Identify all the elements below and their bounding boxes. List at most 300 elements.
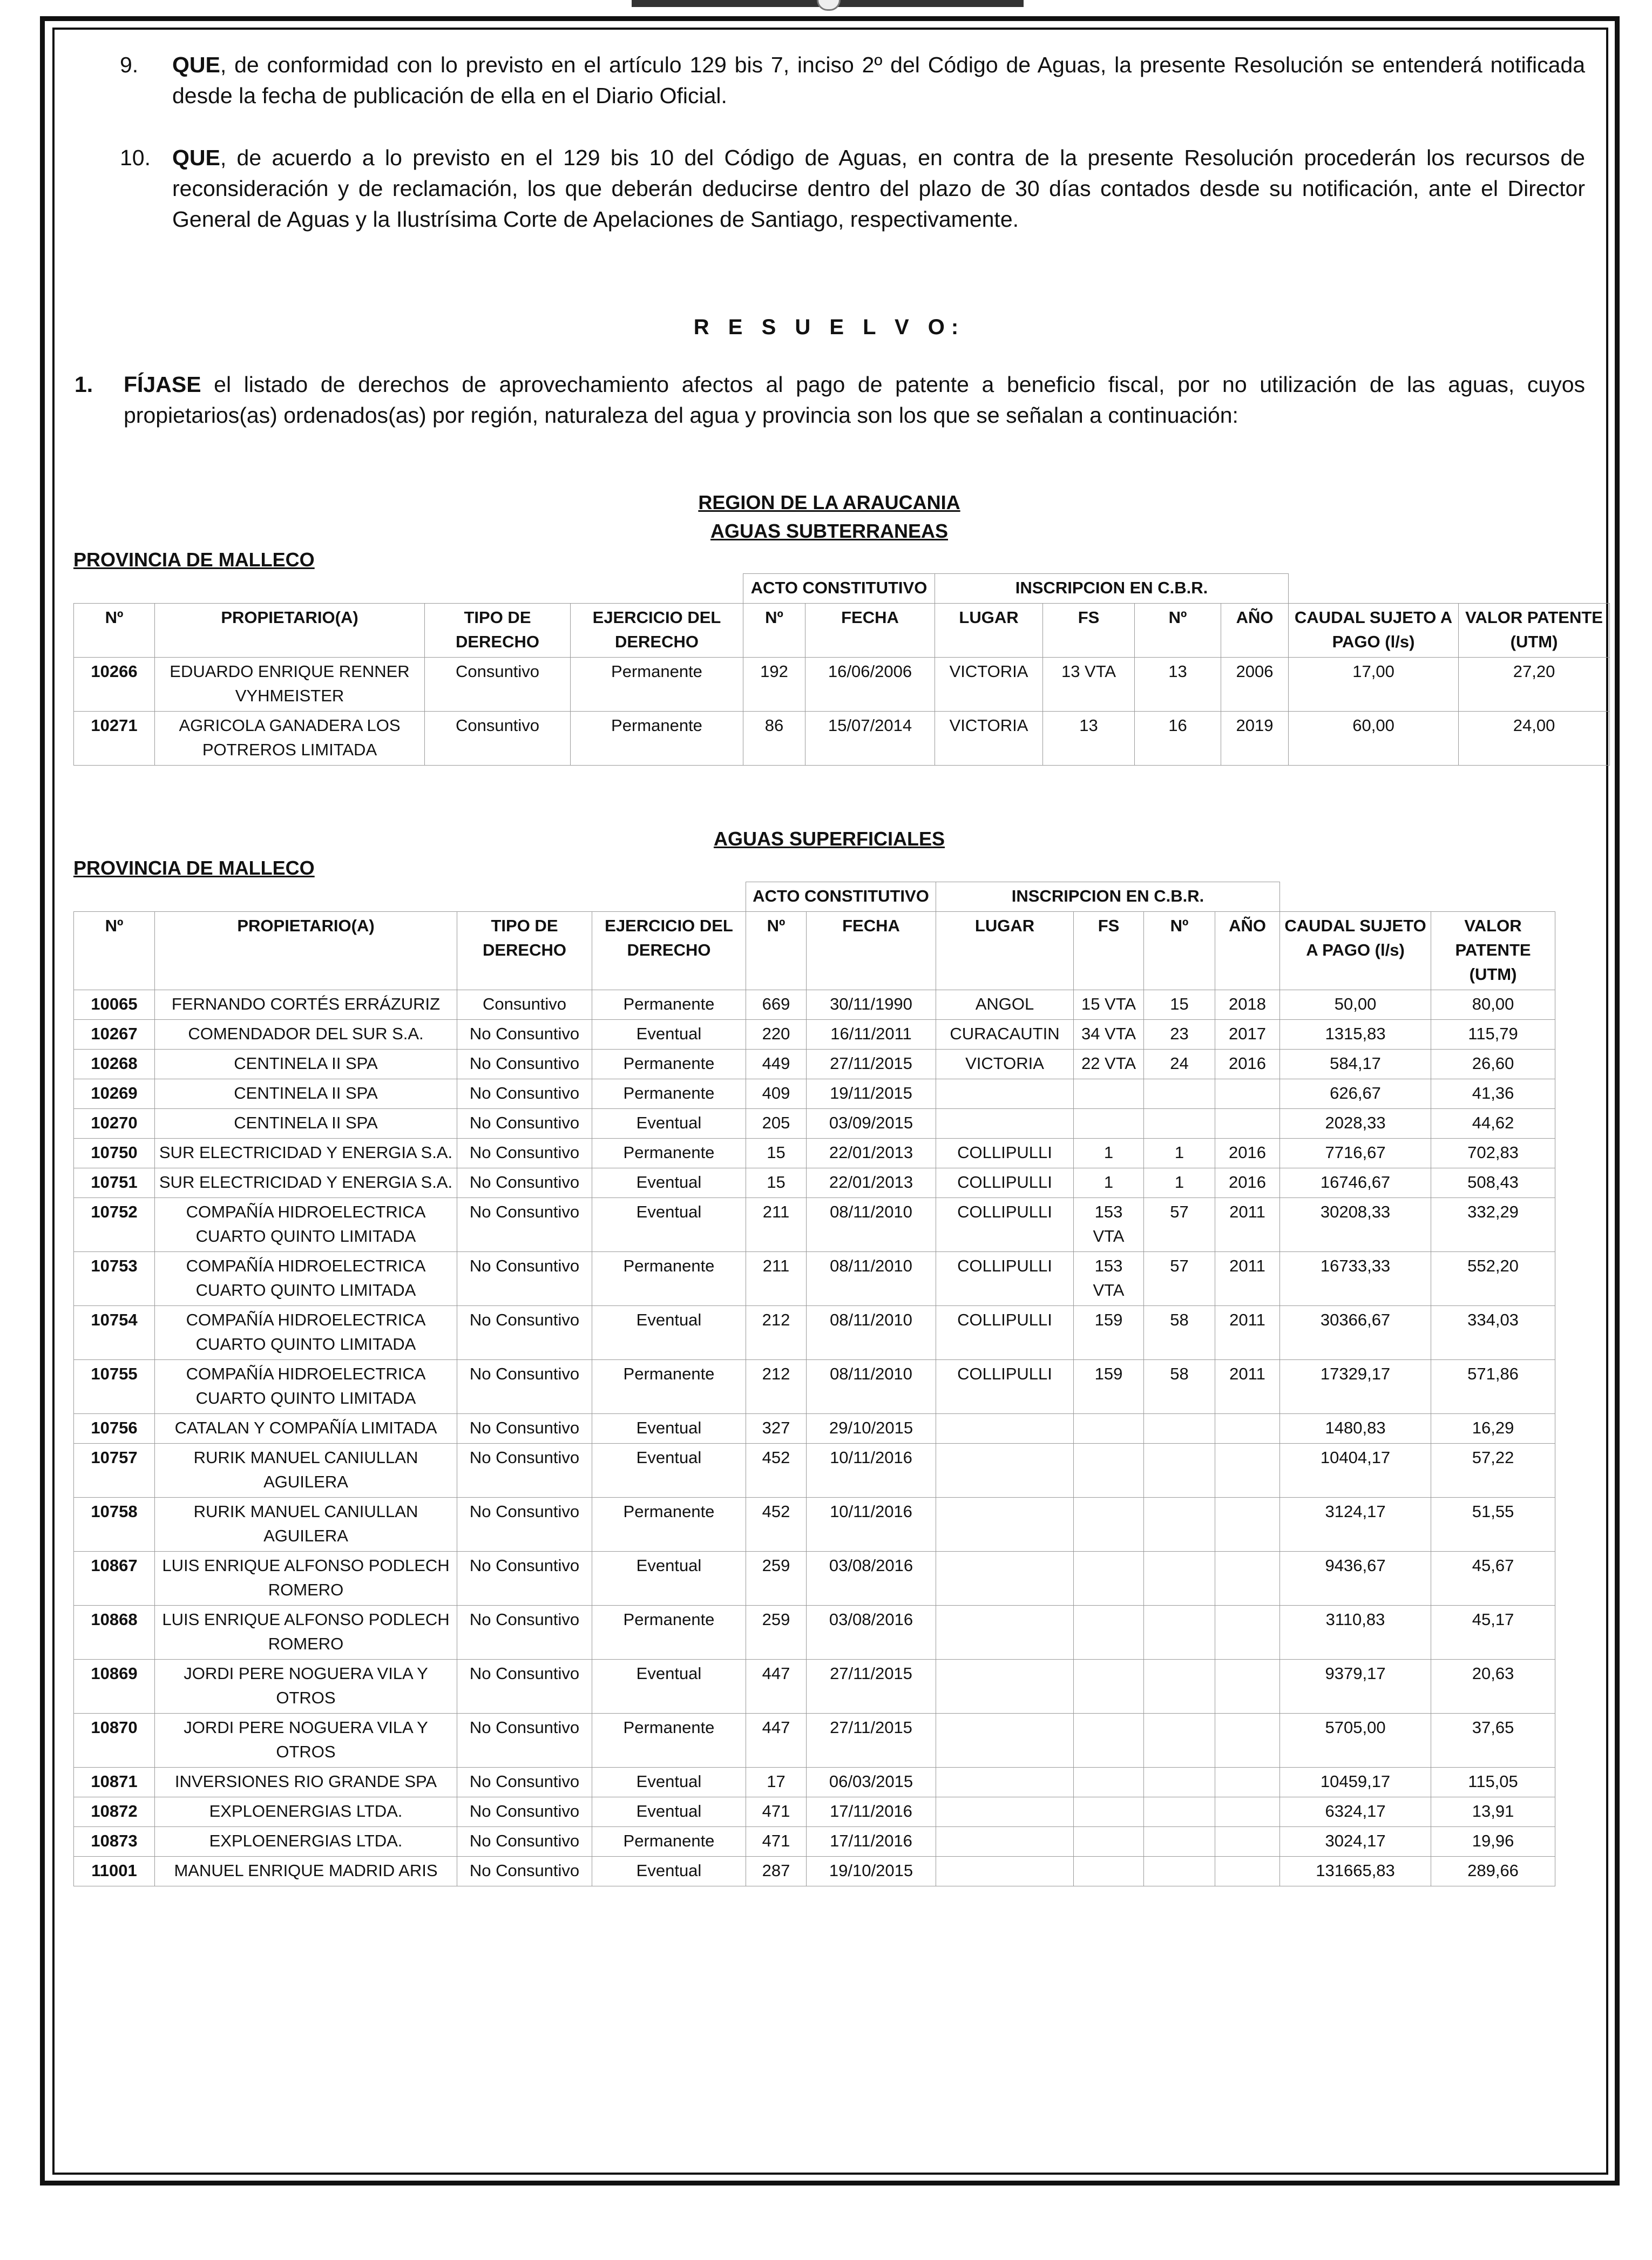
cell-num: 11001 (74, 1857, 155, 1886)
cell-fs: 159 (1074, 1360, 1144, 1414)
paragraph-9 (121, 50, 1585, 111)
cell-ejercicio: Permanente (592, 1139, 746, 1168)
cell-propietario: SUR ELECTRICIDAD Y ENERGIA S.A. (155, 1139, 457, 1168)
cell-anio (1215, 1444, 1280, 1498)
cell-valor: 508,43 (1431, 1168, 1555, 1198)
cell-lugar (936, 1109, 1074, 1139)
cell-cbr-num: 15 (1144, 990, 1215, 1020)
cell-tipo: No Consuntivo (457, 1552, 592, 1606)
superficiales-table (73, 882, 1555, 1886)
cell-valor: 57,22 (1431, 1444, 1555, 1498)
cell-lugar: COLLIPULLI (936, 1360, 1074, 1414)
cell-num: 10750 (74, 1139, 155, 1168)
cell-fecha: 03/08/2016 (807, 1606, 936, 1660)
col-lugar: LUGAR (935, 604, 1043, 658)
cell-fs (1074, 1552, 1144, 1606)
table-row (74, 1414, 1555, 1444)
cell-ejercicio: Eventual (592, 1168, 746, 1198)
cell-num: 10266 (74, 658, 155, 712)
cell-lugar: COLLIPULLI (936, 1252, 1074, 1306)
cell-valor: 45,67 (1431, 1552, 1555, 1606)
table-row (74, 658, 1610, 712)
superficiales-title: AGUAS SUPERFICIALES (713, 828, 945, 850)
cell-num: 10271 (74, 712, 155, 766)
table-row (74, 1552, 1555, 1606)
col-tipo: TIPO DE DERECHO (425, 604, 571, 658)
cell-cbr-num (1144, 1079, 1215, 1109)
cell-acto-num: 15 (746, 1139, 807, 1168)
cell-lugar: VICTORIA (935, 712, 1043, 766)
cell-propietario: RURIK MANUEL CANIULLAN AGUILERA (155, 1498, 457, 1552)
cell-valor: 26,60 (1431, 1050, 1555, 1079)
table-header-row (74, 912, 1555, 990)
subterraneas-title: AGUAS SUBTERRANEAS (710, 520, 949, 542)
cell-fecha: 22/01/2013 (807, 1168, 936, 1198)
cell-propietario: COMPAÑÍA HIDROELECTRICA CUARTO QUINTO LIMITADA (155, 1252, 457, 1306)
cell-acto-num: 669 (746, 990, 807, 1020)
cell-fecha: 08/11/2010 (807, 1198, 936, 1252)
region-title: REGION DE LA ARAUCANIA (698, 491, 960, 513)
cell-fs: 34 VTA (1074, 1020, 1144, 1050)
cell-fecha: 03/09/2015 (807, 1109, 936, 1139)
cell-tipo: No Consuntivo (457, 1797, 592, 1827)
cell-valor: 13,91 (1431, 1797, 1555, 1827)
cell-fecha: 30/11/1990 (807, 990, 936, 1020)
cell-tipo: No Consuntivo (457, 1252, 592, 1306)
cell-num: 10871 (74, 1768, 155, 1797)
cell-valor: 24,00 (1459, 712, 1610, 766)
table-group-header (74, 574, 1610, 604)
cell-propietario: EXPLOENERGIAS LTDA. (155, 1827, 457, 1857)
cell-fs: 1 (1074, 1168, 1144, 1198)
table-row (74, 1109, 1555, 1139)
cell-tipo: No Consuntivo (457, 1660, 592, 1714)
cell-ejercicio: Permanente (592, 1498, 746, 1552)
cell-fs (1074, 1414, 1144, 1444)
cell-tipo: No Consuntivo (457, 1414, 592, 1444)
cell-anio (1215, 1414, 1280, 1444)
cell-acto-num: 86 (743, 712, 805, 766)
cell-lugar (936, 1414, 1074, 1444)
cell-fs (1074, 1079, 1144, 1109)
cell-valor: 552,20 (1431, 1252, 1555, 1306)
cell-valor: 332,29 (1431, 1198, 1555, 1252)
cell-propietario: RURIK MANUEL CANIULLAN AGUILERA (155, 1444, 457, 1498)
col-fecha: FECHA (805, 604, 935, 658)
col-anio: AÑO (1215, 912, 1280, 990)
cell-num: 10870 (74, 1714, 155, 1768)
cell-ejercicio: Eventual (592, 1306, 746, 1360)
cell-anio: 2016 (1215, 1139, 1280, 1168)
cell-valor: 51,55 (1431, 1498, 1555, 1552)
cell-cbr-num: 57 (1144, 1198, 1215, 1252)
cell-tipo: Consuntivo (457, 990, 592, 1020)
cell-ejercicio: Eventual (592, 1020, 746, 1050)
cell-ejercicio: Eventual (592, 1109, 746, 1139)
cell-fs: 13 VTA (1043, 658, 1135, 712)
cell-cbr-num: 1 (1144, 1139, 1215, 1168)
cell-anio: 2006 (1221, 658, 1289, 712)
cell-propietario: CENTINELA II SPA (155, 1109, 457, 1139)
cell-cbr-num (1144, 1498, 1215, 1552)
cell-lugar: COLLIPULLI (936, 1306, 1074, 1360)
cell-tipo: No Consuntivo (457, 1857, 592, 1886)
cell-fs (1074, 1606, 1144, 1660)
table-row (74, 1857, 1555, 1886)
cell-valor: 571,86 (1431, 1360, 1555, 1414)
cell-fecha: 08/11/2010 (807, 1252, 936, 1306)
cell-caudal: 3024,17 (1280, 1827, 1431, 1857)
cell-fs (1074, 1498, 1144, 1552)
paragraph-text: el listado de derechos de aprovechamiento afectos al pago de patente a beneficio fiscal, por no utilización de las aguas, cuyos propietarios(as) ordenados(as) por región, naturaleza del agua y provincia son los que se señalan a continuación: (124, 372, 1585, 428)
cell-fs: 1 (1074, 1139, 1144, 1168)
cell-caudal: 16733,33 (1280, 1252, 1431, 1306)
cell-fecha: 03/08/2016 (807, 1552, 936, 1606)
cell-caudal: 3110,83 (1280, 1606, 1431, 1660)
cell-caudal: 30366,67 (1280, 1306, 1431, 1360)
cell-caudal: 16746,67 (1280, 1168, 1431, 1198)
col-propietario: PROPIETARIO(A) (155, 604, 425, 658)
cell-anio: 2011 (1215, 1252, 1280, 1306)
cell-propietario: CATALAN Y COMPAÑÍA LIMITADA (155, 1414, 457, 1444)
paragraph-lead: QUE (172, 52, 220, 77)
cell-cbr-num (1144, 1444, 1215, 1498)
cell-fecha: 27/11/2015 (807, 1714, 936, 1768)
cell-fs: 153 VTA (1074, 1198, 1144, 1252)
cell-propietario: LUIS ENRIQUE ALFONSO PODLECH ROMERO (155, 1552, 457, 1606)
cell-caudal: 50,00 (1280, 990, 1431, 1020)
cell-ejercicio: Permanente (592, 1714, 746, 1768)
paragraph-text: , de conformidad con lo previsto en el artículo 129 bis 7, inciso 2º del Código de Aguas, la presente Resolución se entenderá notificada desde la fecha de publicación de ella en el Diario Oficial. (172, 52, 1585, 108)
cell-ejercicio: Permanente (592, 1079, 746, 1109)
cell-ejercicio: Permanente (592, 1050, 746, 1079)
cell-fs (1074, 1797, 1144, 1827)
cell-cbr-num (1144, 1109, 1215, 1139)
cell-acto-num: 447 (746, 1660, 807, 1714)
cell-acto-num: 259 (746, 1606, 807, 1660)
cell-propietario: JORDI PERE NOGUERA VILA Y OTROS (155, 1660, 457, 1714)
cell-lugar: CURACAUTIN (936, 1020, 1074, 1050)
cell-caudal: 30208,33 (1280, 1198, 1431, 1252)
table-row (74, 1020, 1555, 1050)
cell-ejercicio: Permanente (592, 1606, 746, 1660)
acto-constitutivo-header: ACTO CONSTITUTIVO (746, 882, 936, 912)
cell-cbr-num: 24 (1144, 1050, 1215, 1079)
cell-anio: 2016 (1215, 1050, 1280, 1079)
cell-num: 10755 (74, 1360, 155, 1414)
table-row (74, 1444, 1555, 1498)
cell-lugar: ANGOL (936, 990, 1074, 1020)
cell-tipo: No Consuntivo (457, 1444, 592, 1498)
cell-caudal: 626,67 (1280, 1079, 1431, 1109)
cell-propietario: FERNANDO CORTÉS ERRÁZURIZ (155, 990, 457, 1020)
cell-acto-num: 212 (746, 1360, 807, 1414)
paragraph-lead: QUE (172, 145, 220, 170)
col-fs: FS (1043, 604, 1135, 658)
cell-acto-num: 211 (746, 1252, 807, 1306)
table-row (74, 990, 1555, 1020)
cell-valor: 115,05 (1431, 1768, 1555, 1797)
cell-cbr-num: 58 (1144, 1360, 1215, 1414)
cell-valor: 45,17 (1431, 1606, 1555, 1660)
cell-acto-num: 17 (746, 1768, 807, 1797)
cell-acto-num: 471 (746, 1827, 807, 1857)
cell-propietario: EDUARDO ENRIQUE RENNER VYHMEISTER (155, 658, 425, 712)
cell-tipo: No Consuntivo (457, 1168, 592, 1198)
table-header-row (74, 604, 1610, 658)
cell-cbr-num (1144, 1797, 1215, 1827)
cell-caudal: 9436,67 (1280, 1552, 1431, 1606)
cell-tipo: No Consuntivo (457, 1606, 592, 1660)
cell-caudal: 10459,17 (1280, 1768, 1431, 1797)
cell-cbr-num (1144, 1552, 1215, 1606)
col-cbr-num: Nº (1144, 912, 1215, 990)
cell-lugar (936, 1079, 1074, 1109)
table-group-header (74, 882, 1555, 912)
cell-num: 10270 (74, 1109, 155, 1139)
cell-num: 10867 (74, 1552, 155, 1606)
cell-acto-num: 15 (746, 1168, 807, 1198)
cell-num: 10758 (74, 1498, 155, 1552)
superficiales-rows (74, 990, 1555, 1886)
cell-acto-num: 449 (746, 1050, 807, 1079)
paragraph-number: 1. (75, 372, 93, 397)
cell-lugar (936, 1498, 1074, 1552)
cell-tipo: No Consuntivo (457, 1020, 592, 1050)
cell-propietario: EXPLOENERGIAS LTDA. (155, 1797, 457, 1827)
cell-caudal: 131665,83 (1280, 1857, 1431, 1886)
cell-lugar: COLLIPULLI (936, 1198, 1074, 1252)
cell-caudal: 60,00 (1289, 712, 1459, 766)
cell-cbr-num: 16 (1135, 712, 1221, 766)
cell-tipo: No Consuntivo (457, 1827, 592, 1857)
cell-acto-num: 452 (746, 1444, 807, 1498)
cell-acto-num: 211 (746, 1198, 807, 1252)
table-row (74, 1660, 1555, 1714)
cell-cbr-num (1144, 1414, 1215, 1444)
cell-acto-num: 192 (743, 658, 805, 712)
table-row (74, 1168, 1555, 1198)
cell-fecha: 27/11/2015 (807, 1050, 936, 1079)
cell-tipo: No Consuntivo (457, 1360, 592, 1414)
cell-acto-num: 205 (746, 1109, 807, 1139)
cell-cbr-num: 58 (1144, 1306, 1215, 1360)
table-row (74, 712, 1610, 766)
paragraph-number: 10. (120, 145, 151, 170)
cell-fs (1074, 1857, 1144, 1886)
cell-fecha: 15/07/2014 (805, 712, 935, 766)
cell-fecha: 10/11/2016 (807, 1498, 936, 1552)
cell-cbr-num: 1 (1144, 1168, 1215, 1198)
cell-acto-num: 212 (746, 1306, 807, 1360)
cell-fecha: 08/11/2010 (807, 1360, 936, 1414)
cell-caudal: 3124,17 (1280, 1498, 1431, 1552)
cell-caudal: 1315,83 (1280, 1020, 1431, 1050)
cell-valor: 27,20 (1459, 658, 1610, 712)
cell-fs: 22 VTA (1074, 1050, 1144, 1079)
cell-ejercicio: Eventual (592, 1660, 746, 1714)
col-lugar: LUGAR (936, 912, 1074, 990)
cell-propietario: LUIS ENRIQUE ALFONSO PODLECH ROMERO (155, 1606, 457, 1660)
cell-fecha: 22/01/2013 (807, 1139, 936, 1168)
cell-num: 10751 (74, 1168, 155, 1198)
col-ejercicio: EJERCICIO DEL DERECHO (592, 912, 746, 990)
cell-anio (1215, 1552, 1280, 1606)
cell-valor: 20,63 (1431, 1660, 1555, 1714)
cell-cbr-num: 13 (1135, 658, 1221, 712)
table-row (74, 1714, 1555, 1768)
cell-anio: 2011 (1215, 1360, 1280, 1414)
cell-cbr-num (1144, 1714, 1215, 1768)
cell-lugar (936, 1768, 1074, 1797)
acto-constitutivo-header: ACTO CONSTITUTIVO (743, 574, 935, 604)
cell-anio (1215, 1498, 1280, 1552)
cell-acto-num: 447 (746, 1714, 807, 1768)
cell-propietario: MANUEL ENRIQUE MADRID ARIS (155, 1857, 457, 1886)
cell-fs (1074, 1827, 1144, 1857)
cell-tipo: Consuntivo (425, 712, 571, 766)
cell-acto-num: 452 (746, 1498, 807, 1552)
col-fecha: FECHA (807, 912, 936, 990)
seal-icon (817, 0, 841, 11)
cell-caudal: 9379,17 (1280, 1660, 1431, 1714)
cell-ejercicio: Eventual (592, 1444, 746, 1498)
cell-lugar (936, 1606, 1074, 1660)
cell-cbr-num (1144, 1768, 1215, 1797)
cell-num: 10752 (74, 1198, 155, 1252)
cell-lugar (936, 1714, 1074, 1768)
cell-fs (1074, 1660, 1144, 1714)
table-row (74, 1079, 1555, 1109)
table-row (74, 1050, 1555, 1079)
cell-num: 10753 (74, 1252, 155, 1306)
cell-acto-num: 259 (746, 1552, 807, 1606)
cell-propietario: INVERSIONES RIO GRANDE SPA (155, 1768, 457, 1797)
cell-lugar (936, 1444, 1074, 1498)
cell-anio (1215, 1768, 1280, 1797)
cell-caudal: 584,17 (1280, 1050, 1431, 1079)
superficiales-provincia: PROVINCIA DE MALLECO (73, 857, 315, 879)
cell-propietario: COMPAÑÍA HIDROELECTRICA CUARTO QUINTO LIMITADA (155, 1198, 457, 1252)
cell-anio (1215, 1606, 1280, 1660)
cell-anio: 2017 (1215, 1020, 1280, 1050)
table-row (74, 1827, 1555, 1857)
cell-ejercicio: Permanente (592, 1360, 746, 1414)
table-row (74, 1606, 1555, 1660)
cell-ejercicio: Eventual (592, 1552, 746, 1606)
cell-valor: 37,65 (1431, 1714, 1555, 1768)
cell-valor: 44,62 (1431, 1109, 1555, 1139)
col-propietario: PROPIETARIO(A) (155, 912, 457, 990)
cell-cbr-num: 57 (1144, 1252, 1215, 1306)
cell-anio (1215, 1797, 1280, 1827)
cell-tipo: Consuntivo (425, 658, 571, 712)
cell-fecha: 16/11/2011 (807, 1020, 936, 1050)
col-valor: VALOR PATENTE (UTM) (1431, 912, 1555, 990)
paragraph-lead: FÍJASE (124, 372, 201, 397)
col-fs: FS (1074, 912, 1144, 990)
cell-num: 10754 (74, 1306, 155, 1360)
table-row (74, 1198, 1555, 1252)
col-acto-num: Nº (746, 912, 807, 990)
cell-num: 10065 (74, 990, 155, 1020)
cell-caudal: 7716,67 (1280, 1139, 1431, 1168)
col-valor: VALOR PATENTE (UTM) (1459, 604, 1610, 658)
cell-ejercicio: Permanente (592, 1252, 746, 1306)
cell-acto-num: 220 (746, 1020, 807, 1050)
cell-fecha: 17/11/2016 (807, 1827, 936, 1857)
cell-num: 10757 (74, 1444, 155, 1498)
cell-lugar: VICTORIA (936, 1050, 1074, 1079)
col-ejercicio: EJERCICIO DEL DERECHO (571, 604, 743, 658)
cell-valor: 702,83 (1431, 1139, 1555, 1168)
cell-ejercicio: Eventual (592, 1768, 746, 1797)
cell-propietario: COMPAÑÍA HIDROELECTRICA CUARTO QUINTO LIMITADA (155, 1306, 457, 1360)
table-row (74, 1139, 1555, 1168)
cell-anio: 2011 (1215, 1198, 1280, 1252)
table-row (74, 1306, 1555, 1360)
table-row (74, 1252, 1555, 1306)
cell-tipo: No Consuntivo (457, 1714, 592, 1768)
cell-fs: 15 VTA (1074, 990, 1144, 1020)
cell-fs: 13 (1043, 712, 1135, 766)
cell-lugar (936, 1660, 1074, 1714)
cell-lugar (936, 1797, 1074, 1827)
cell-caudal: 6324,17 (1280, 1797, 1431, 1827)
cell-anio (1215, 1714, 1280, 1768)
cell-ejercicio: Permanente (592, 990, 746, 1020)
table-row (74, 1768, 1555, 1797)
cell-tipo: No Consuntivo (457, 1109, 592, 1139)
cell-caudal: 17329,17 (1280, 1360, 1431, 1414)
table-row (74, 1498, 1555, 1552)
cell-caudal: 10404,17 (1280, 1444, 1431, 1498)
col-num: Nº (74, 912, 155, 990)
cell-propietario: COMENDADOR DEL SUR S.A. (155, 1020, 457, 1050)
subterraneas-table (73, 573, 1610, 766)
cell-fecha: 06/03/2015 (807, 1768, 936, 1797)
cell-fecha: 19/11/2015 (807, 1079, 936, 1109)
cell-fecha: 08/11/2010 (807, 1306, 936, 1360)
cell-num: 10873 (74, 1827, 155, 1857)
cell-cbr-num (1144, 1606, 1215, 1660)
subterraneas-provincia: PROVINCIA DE MALLECO (73, 549, 315, 571)
cell-tipo: No Consuntivo (457, 1079, 592, 1109)
cell-fs (1074, 1109, 1144, 1139)
cell-valor: 41,36 (1431, 1079, 1555, 1109)
col-caudal: CAUDAL SUJETO A PAGO (l/s) (1289, 604, 1459, 658)
cell-fecha: 27/11/2015 (807, 1660, 936, 1714)
col-acto-num: Nº (743, 604, 805, 658)
col-anio: AÑO (1221, 604, 1289, 658)
resuelvo-heading: R E S U E L V O: (693, 315, 965, 339)
cell-anio: 2019 (1221, 712, 1289, 766)
cell-num: 10872 (74, 1797, 155, 1827)
cell-cbr-num: 23 (1144, 1020, 1215, 1050)
cell-valor: 334,03 (1431, 1306, 1555, 1360)
cell-tipo: No Consuntivo (457, 1768, 592, 1797)
cell-fs: 153 VTA (1074, 1252, 1144, 1306)
cell-valor: 289,66 (1431, 1857, 1555, 1886)
cell-ejercicio: Eventual (592, 1857, 746, 1886)
cell-ejercicio: Eventual (592, 1797, 746, 1827)
cell-num: 10268 (74, 1050, 155, 1079)
cell-fs (1074, 1444, 1144, 1498)
cell-fecha: 10/11/2016 (807, 1444, 936, 1498)
cell-lugar (936, 1857, 1074, 1886)
cell-propietario: CENTINELA II SPA (155, 1079, 457, 1109)
col-num: Nº (74, 604, 155, 658)
